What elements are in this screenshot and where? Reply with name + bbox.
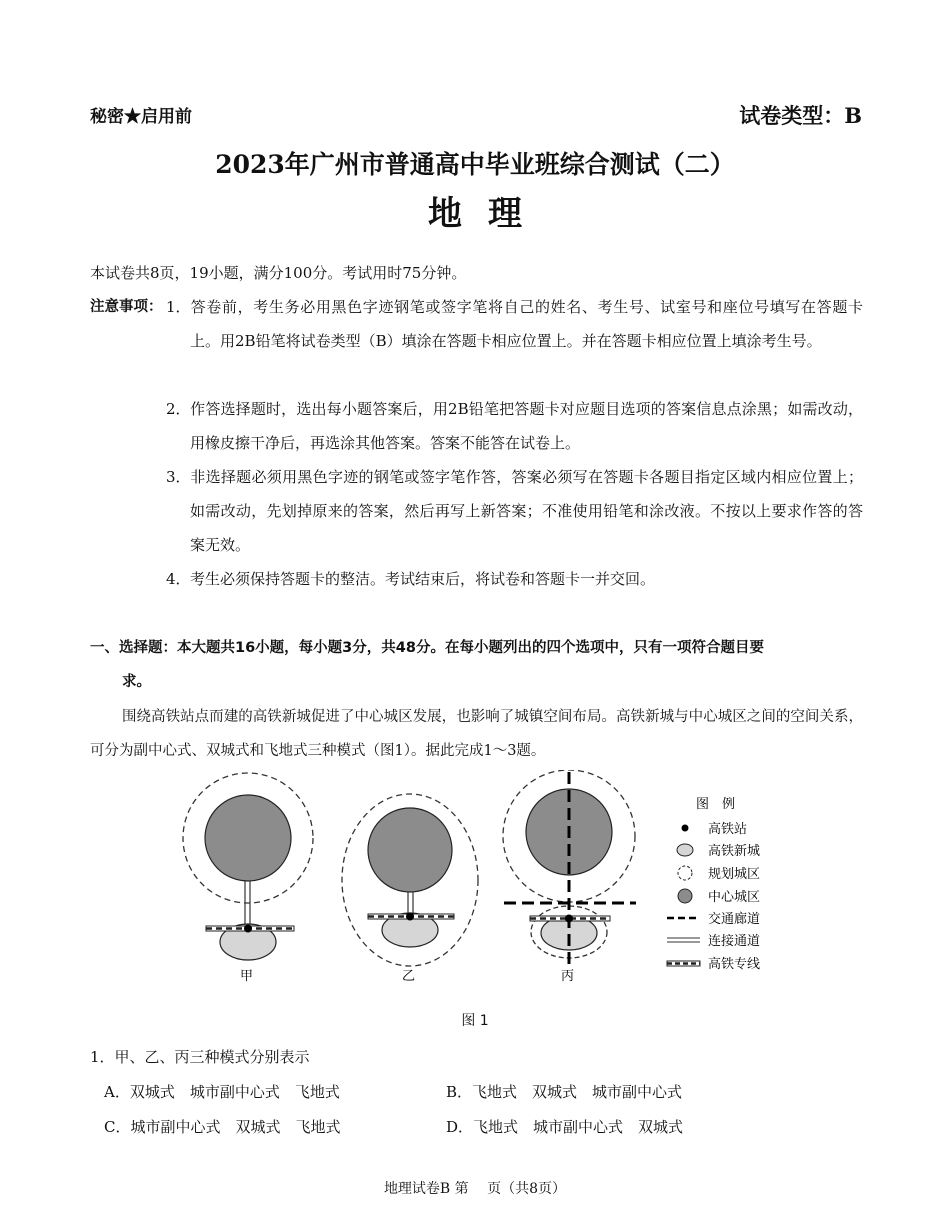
- legend-label: 高铁站: [708, 822, 748, 837]
- hsr-station: [565, 915, 573, 923]
- option-text: 双城式 城市副中心式 飞地式: [129, 1083, 340, 1101]
- panel-bing: [503, 770, 636, 984]
- option-c: [104, 1110, 341, 1144]
- option-key: C．: [104, 1118, 131, 1136]
- central-area-icon: [678, 889, 692, 903]
- option-key: B．: [446, 1083, 473, 1101]
- question-stem: 围绕高铁站点而建的高铁新城促进了中心城区发展，也影响了城镇空间布局。高铁新城与中心城区之间的空间关系，可分为副中心式、双城式和飞地式三种模式（图1）。据此完成1～3题。: [90, 709, 863, 759]
- legend-label: 中心城区: [708, 890, 761, 905]
- legend-label: 连接通道: [708, 934, 761, 949]
- option-key: A．: [104, 1083, 130, 1101]
- note-number: 3．: [166, 468, 191, 486]
- legend-title: 图 例: [696, 797, 736, 812]
- note-text: 考生必须保持答题卡的整洁。考试结束后，将试卷和答题卡一并交回。: [190, 570, 656, 588]
- option-key: D．: [446, 1118, 474, 1136]
- central-urban-area: [368, 808, 452, 892]
- note-number: 2．: [166, 400, 191, 418]
- section-heading-line2: 求。: [122, 674, 151, 690]
- legend-label: 规划城区: [708, 867, 761, 882]
- note-number: 1．: [166, 298, 191, 316]
- exam-title: 2023年广州市普通高中毕业班综合测试（二）: [215, 150, 735, 179]
- paper-type-label: 试卷类型：B: [739, 103, 862, 128]
- legend-label: 高铁新城: [708, 844, 761, 859]
- note-item: [168, 290, 863, 358]
- hsr-station: [244, 925, 252, 933]
- panel-label: 丙: [561, 969, 575, 984]
- panel-label: 甲: [240, 969, 254, 984]
- notes-label: 注意事项：: [90, 299, 163, 315]
- section-heading: [90, 631, 865, 699]
- panel-yi: [342, 794, 478, 984]
- option-b: [446, 1075, 682, 1109]
- note-number: 4．: [166, 570, 191, 588]
- option-text: 飞地式 双城式 城市副中心式: [472, 1083, 683, 1101]
- subject-title: 地理: [428, 194, 548, 234]
- note-text: 答卷前，考生务必用黑色字迹钢笔或签字笔将自己的姓名、考生号、试室号和座位号填写在答题卡上。用2B铅笔将试卷类型（B）填涂在答题卡相应位置上。并在答题卡相应位置上填涂考生号。: [190, 298, 863, 350]
- legend: [667, 797, 760, 972]
- new-city-icon: [677, 844, 693, 856]
- figure-caption: 图 1: [461, 1013, 489, 1029]
- note-text: 非选择题必须用黑色字迹的钢笔或签字笔作答，答案必须写在答题卡各题目指定区域内相应位置上；如需改动，先划掉原来的答案，然后再写上新答案；不准使用铅笔和涂改液。不按以上要求作答的答案无效。: [190, 468, 863, 554]
- page-footer: 地理试卷B 第 页（共8页）: [383, 1181, 567, 1197]
- panel-jia: [183, 773, 313, 984]
- secret-label: 秘密★启用前: [90, 107, 192, 127]
- note-item: [168, 460, 863, 562]
- central-urban-area: [205, 795, 291, 881]
- panel-label: 乙: [402, 969, 416, 984]
- note-item: [168, 392, 863, 460]
- intro-line: 本试卷共8页，19小题，满分100分。考试用时75分钟。: [90, 264, 467, 282]
- option-d: [446, 1110, 683, 1144]
- question-1-stem: 1．甲、乙、丙三种模式分别表示: [90, 1048, 310, 1066]
- legend-label: 高铁专线: [708, 957, 761, 972]
- option-text: 城市副中心式 双城式 飞地式: [130, 1118, 341, 1136]
- option-a: [104, 1075, 340, 1109]
- option-text: 飞地式 城市副中心式 双城式: [473, 1118, 684, 1136]
- note-item: [168, 562, 863, 596]
- section-heading-line1: 一、选择题：本大题共16小题，每小题3分，共48分。在每小题列出的四个选项中，只有一项符合题目要: [90, 640, 764, 656]
- figure-1: [170, 770, 810, 1000]
- hsr-station-icon: [682, 825, 689, 832]
- hsr-station: [406, 913, 414, 921]
- note-text: 作答选择题时，选出每小题答案后，用2B铅笔把答题卡对应题目选项的答案信息点涂黑；如需改动，用橡皮擦干净后，再选涂其他答案。答案不能答在试卷上。: [190, 400, 863, 452]
- legend-label: 交通廊道: [708, 912, 761, 927]
- planned-area-icon: [678, 866, 692, 880]
